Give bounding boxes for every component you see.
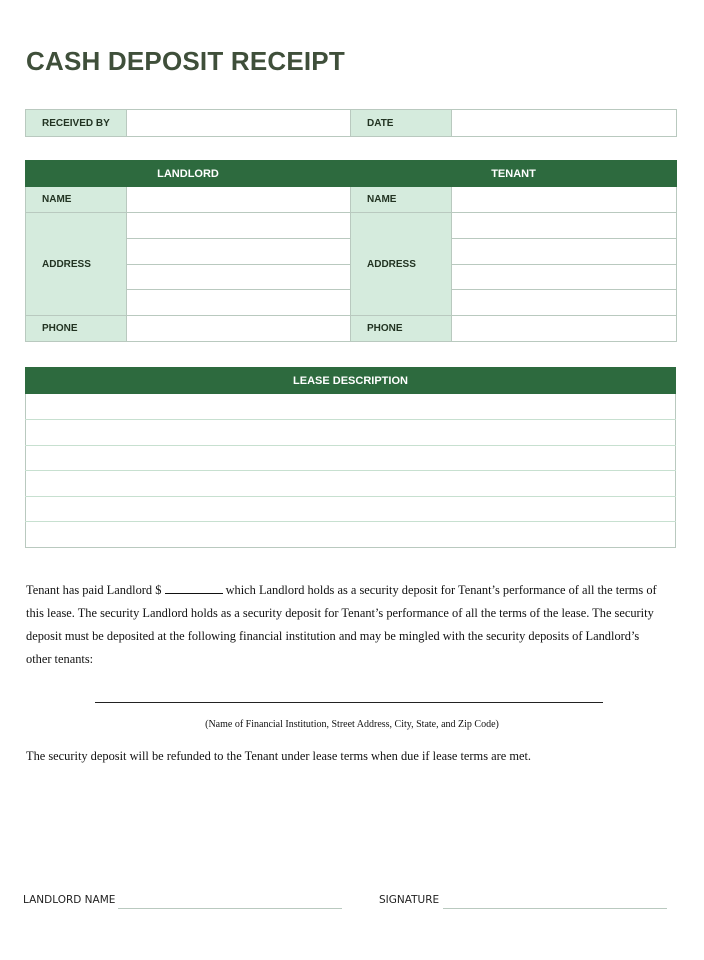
- signature-line[interactable]: [443, 908, 667, 909]
- signature-label: SIGNATURE: [379, 894, 440, 906]
- lease-table: [25, 367, 676, 548]
- parties-table: [25, 160, 677, 342]
- date-field[interactable]: [452, 110, 677, 137]
- landlord-phone-label: PHONE: [26, 316, 127, 342]
- institution-caption: (Name of Financial Institution, Street Address, City, State, and Zip Code): [205, 719, 499, 730]
- received-by-label: RECEIVED BY: [26, 110, 127, 137]
- lease-line-1[interactable]: [26, 394, 676, 420]
- tenant-address-line-3[interactable]: [452, 265, 677, 290]
- page-title: CASH DEPOSIT RECEIPT: [26, 46, 345, 76]
- landlord-address-line-3[interactable]: [127, 265, 351, 290]
- deposit-text-start: Tenant has paid Landlord $: [26, 583, 165, 597]
- deposit-text-rest: which Landlord holds as a security deposit for Tenant’s performance of all the terms of this lease. The security Landlord holds as a security deposit for Tenant’s performance of all the terms of the lease. The security deposit must be deposited at the following financial institution and may be mingled with the security deposits of Landlord’s other tenants:: [26, 583, 657, 666]
- lease-line-5[interactable]: [26, 497, 676, 522]
- refund-paragraph: The security deposit will be refunded to the Tenant under lease terms when due if lease terms are met.: [26, 749, 532, 763]
- lease-line-4[interactable]: [26, 471, 676, 497]
- landlord-name-sign-label: LANDLORD NAME: [23, 894, 116, 906]
- landlord-phone-field[interactable]: [127, 316, 351, 342]
- deposit-amount-blank[interactable]: [165, 581, 223, 594]
- landlord-address-line-2[interactable]: [127, 239, 351, 265]
- tenant-header: TENANT: [351, 161, 677, 187]
- tenant-phone-label: PHONE: [351, 316, 452, 342]
- date-label: DATE: [351, 110, 452, 137]
- landlord-address-line-1[interactable]: [127, 213, 351, 239]
- lease-line-2[interactable]: [26, 420, 676, 446]
- landlord-address-line-4[interactable]: [127, 290, 351, 316]
- landlord-name-field[interactable]: [127, 187, 351, 213]
- deposit-paragraph: [26, 579, 666, 671]
- tenant-address-line-2[interactable]: [452, 239, 677, 265]
- institution-line[interactable]: [95, 702, 603, 703]
- receipt-header-table: [25, 109, 677, 137]
- tenant-phone-field[interactable]: [452, 316, 677, 342]
- received-by-field[interactable]: [127, 110, 351, 137]
- tenant-address-line-1[interactable]: [452, 213, 677, 239]
- tenant-name-label: NAME: [351, 187, 452, 213]
- lease-line-3[interactable]: [26, 446, 676, 471]
- tenant-address-label: ADDRESS: [351, 213, 452, 316]
- landlord-name-sign-line[interactable]: [118, 908, 342, 909]
- landlord-address-label: ADDRESS: [26, 213, 127, 316]
- lease-line-6[interactable]: [26, 522, 676, 548]
- lease-header: LEASE DESCRIPTION: [26, 368, 676, 394]
- tenant-address-line-4[interactable]: [452, 290, 677, 316]
- landlord-name-label: NAME: [26, 187, 127, 213]
- landlord-header: LANDLORD: [26, 161, 351, 187]
- tenant-name-field[interactable]: [452, 187, 677, 213]
